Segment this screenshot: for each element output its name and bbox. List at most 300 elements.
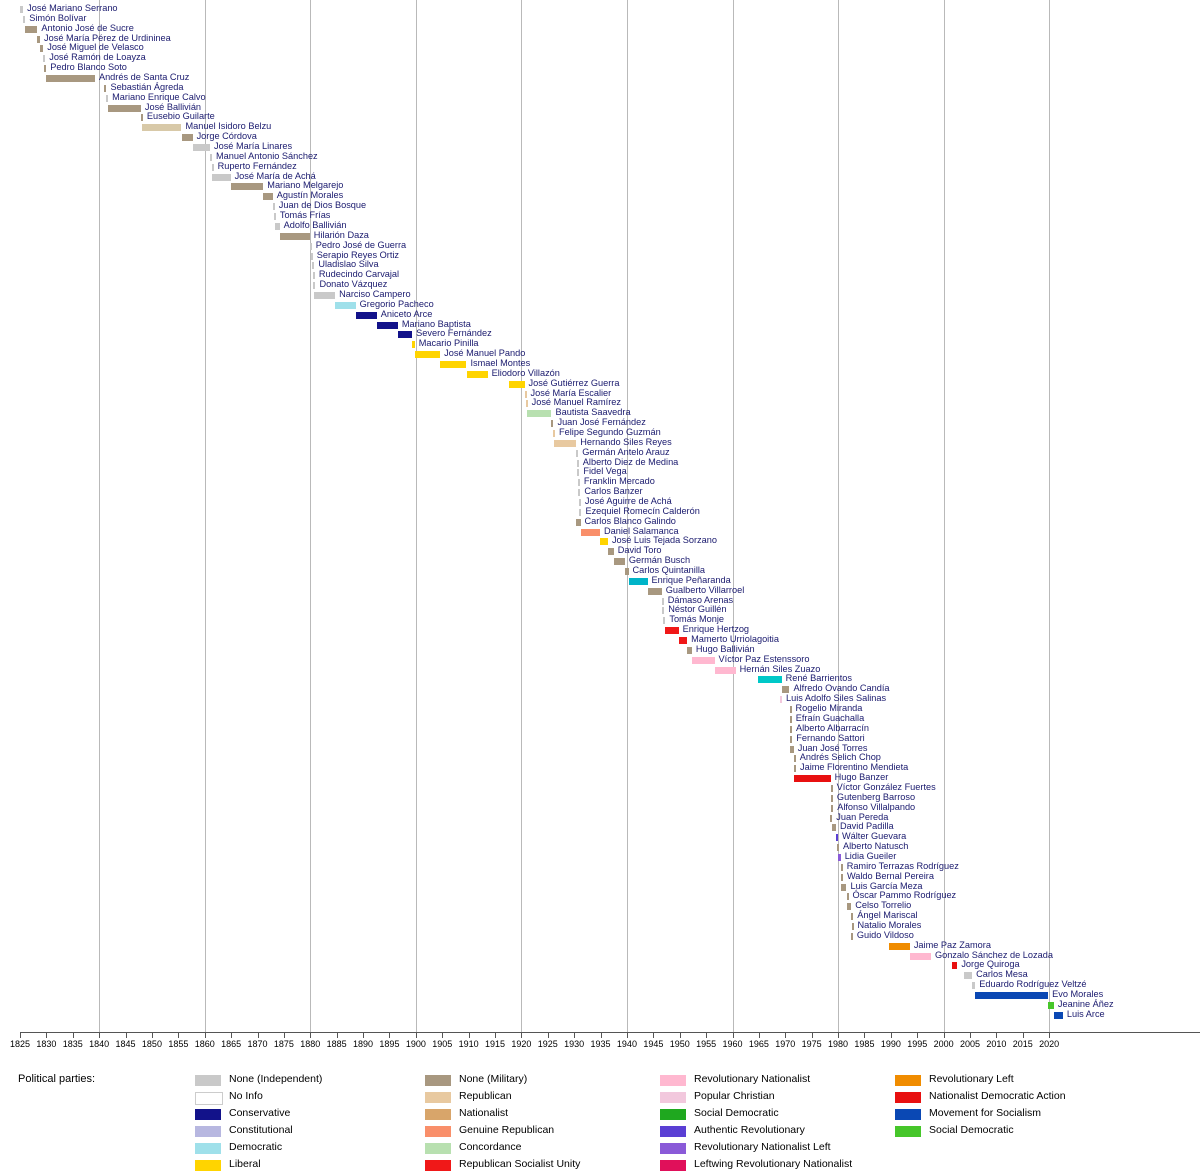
legend-label: Conservative — [229, 1107, 291, 1119]
timeline-bar — [790, 726, 792, 733]
legend-swatch — [895, 1109, 921, 1120]
timeline-bar — [758, 676, 782, 683]
x-axis-tick-label: 1995 — [907, 1039, 928, 1049]
timeline-bar — [210, 154, 212, 161]
x-axis-tick-label: 1915 — [484, 1039, 506, 1049]
legend-label: Social Democratic — [694, 1107, 779, 1119]
timeline-row-label: José María de Achá — [234, 170, 316, 181]
timeline-row-label: Eliodoro Villazón — [491, 367, 560, 378]
timeline-bar — [467, 371, 488, 378]
legend-label: No Info — [229, 1090, 263, 1102]
legend-swatch — [195, 1109, 221, 1120]
timeline-row-label: Luis Adolfo Siles Salinas — [786, 693, 887, 704]
x-axis-tick — [178, 1033, 179, 1038]
timeline-bar — [525, 391, 527, 398]
x-axis-tick — [416, 1033, 417, 1038]
gridline — [838, 0, 839, 1032]
x-axis-tick-label: 2015 — [1012, 1039, 1033, 1049]
x-axis-tick-label: 1840 — [89, 1039, 110, 1049]
timeline-row-label: José María Escalier — [530, 387, 612, 398]
legend-swatch — [425, 1160, 451, 1171]
x-axis-tick — [442, 1033, 443, 1038]
timeline-row-label: José Ballivián — [144, 101, 202, 112]
legend-swatch — [195, 1075, 221, 1086]
timeline-row-label: Antonio José de Sucre — [41, 22, 134, 33]
x-axis-tick — [548, 1033, 549, 1038]
legend-label: None (Military) — [459, 1073, 528, 1085]
legend-label: Social Democratic — [929, 1124, 1014, 1136]
timeline-bar — [790, 706, 792, 713]
x-axis-tick — [495, 1033, 496, 1038]
timeline-row-label: Macario Pinilla — [418, 338, 479, 349]
timeline-bar — [614, 558, 625, 565]
x-axis-tick — [310, 1033, 311, 1038]
x-axis-tick-label: 1920 — [511, 1039, 532, 1049]
timeline-row-label: Juan de Dios Bosque — [278, 200, 367, 211]
timeline-row-label: José María Linares — [214, 141, 293, 152]
timeline-row-label: Alfonso Villalpando — [837, 801, 916, 812]
timeline-bar — [44, 65, 46, 72]
x-axis-tick-label: 1975 — [801, 1039, 822, 1049]
timeline-row-label: Ismael Montes — [470, 357, 531, 368]
x-axis-tick — [864, 1033, 865, 1038]
timeline-bar — [662, 607, 664, 614]
timeline-row-label: José María Pérez de Urdininea — [44, 32, 171, 43]
timeline-row-label: José Miguel de Velasco — [47, 42, 144, 53]
legend-swatch — [660, 1075, 686, 1086]
timeline-bar — [551, 420, 553, 427]
timeline-row-label: Ángel Mariscal — [857, 910, 918, 921]
x-axis-tick-label: 1850 — [141, 1039, 162, 1049]
timeline-bar — [312, 262, 314, 269]
timeline-bar — [625, 568, 629, 575]
timeline-bar — [108, 105, 141, 112]
timeline-row-label: Adolfo Ballivián — [283, 219, 347, 230]
timeline-row-label: Hernán Siles Zuazo — [739, 663, 821, 674]
timeline-row-label: Mariano Baptista — [401, 318, 471, 329]
x-axis-tick — [231, 1033, 232, 1038]
timeline-bar — [832, 824, 836, 831]
x-axis-tick-label: 1875 — [273, 1039, 294, 1049]
x-axis-tick — [785, 1033, 786, 1038]
legend-swatch — [660, 1092, 686, 1103]
timeline-bar — [830, 815, 832, 822]
timeline-row-label: Waldo Bernal Pereira — [846, 870, 934, 881]
timeline-row-label: David Padilla — [839, 821, 894, 832]
timeline-row-label: Felipe Segundo Guzmán — [559, 426, 661, 437]
x-axis-tick — [627, 1033, 628, 1038]
timeline-bar — [37, 36, 40, 43]
x-axis-tick — [1049, 1033, 1050, 1038]
timeline-row-label: José Mariano Serrano — [27, 3, 118, 13]
x-axis-tick — [944, 1033, 945, 1038]
x-axis-tick-label: 1910 — [458, 1039, 479, 1049]
legend-label: Leftwing Revolutionary Nationalist — [694, 1158, 853, 1170]
timeline-bar — [579, 499, 581, 506]
timeline-row-label: José Aguirre de Achá — [584, 496, 672, 506]
timeline-row-label: Enrique Peñaranda — [651, 574, 731, 585]
timeline-bar — [692, 657, 715, 664]
timeline-bar — [313, 282, 315, 289]
legend-swatch — [425, 1126, 451, 1137]
timeline-bar — [847, 903, 851, 910]
gridline — [416, 0, 417, 1032]
timeline-row-label: Aniceto Arce — [380, 308, 433, 319]
gridline — [944, 0, 945, 1032]
timeline-row-label: Víctor Paz Estenssoro — [718, 653, 810, 664]
timeline-row-label: David Toro — [617, 545, 662, 556]
timeline-row-label: Narciso Campero — [339, 288, 411, 299]
timeline-bar — [554, 440, 576, 447]
timeline-row-label: Gualberto Villarroel — [665, 584, 745, 595]
gridline — [521, 0, 522, 1032]
timeline-row-label: Mariano Melgarejo — [267, 180, 344, 191]
timeline-row-label: Juan José Torres — [797, 742, 868, 753]
x-axis-tick — [891, 1033, 892, 1038]
x-axis-tick-label: 1895 — [379, 1039, 400, 1049]
timeline-bar — [1054, 1012, 1063, 1019]
timeline-row-label: Manuel Isidoro Belzu — [185, 121, 272, 132]
legend-label: None (Independent) — [229, 1073, 323, 1085]
timeline-bar — [412, 341, 415, 348]
x-axis-tick — [917, 1033, 918, 1038]
timeline-bar — [310, 243, 312, 250]
timeline-row-label: Serapio Reyes Ortiz — [316, 249, 400, 260]
timeline-row-label: Uladislao Silva — [318, 259, 379, 270]
timeline-bar — [578, 489, 580, 496]
timeline-row-label: Germán Antelo Arauz — [582, 446, 670, 457]
x-axis-tick — [205, 1033, 206, 1038]
timeline-bar — [274, 213, 276, 220]
timeline-bar — [838, 854, 841, 861]
legend-title: Political parties: — [18, 1073, 96, 1085]
timeline-bar — [581, 529, 601, 536]
timeline-row-label: Jaime Paz Zamora — [913, 939, 991, 950]
timeline-bar — [794, 755, 796, 762]
timeline-row-label: Hugo Ballivián — [695, 643, 755, 654]
timeline-row-label: Bautista Saavedra — [555, 407, 631, 418]
x-axis-tick-label: 1960 — [722, 1039, 743, 1049]
x-axis-tick — [126, 1033, 127, 1038]
x-axis-tick — [389, 1033, 390, 1038]
timeline-bar — [212, 164, 214, 171]
legend-swatch — [895, 1092, 921, 1103]
timeline-row-label: Hilarión Daza — [313, 229, 369, 240]
x-axis-tick — [521, 1033, 522, 1038]
timeline-bar — [553, 430, 555, 437]
timeline-bar — [841, 874, 843, 881]
timeline-row-label: Gutenberg Barroso — [836, 791, 916, 802]
timeline-row-label: Fernando Sattori — [796, 732, 865, 743]
legend-swatch — [660, 1126, 686, 1137]
timeline-row-label: Ramiro Terrazas Rodríguez — [846, 860, 959, 871]
x-axis-tick-label: 1955 — [696, 1039, 717, 1049]
gridline — [733, 0, 734, 1032]
legend-swatch — [425, 1075, 451, 1086]
timeline-row-label: Dámaso Arenas — [667, 594, 734, 605]
timeline-bar — [964, 972, 972, 979]
timeline-bar — [837, 844, 839, 851]
legend-label: Popular Christian — [694, 1090, 775, 1102]
timeline-bar — [1048, 1002, 1054, 1009]
timeline-bar — [794, 775, 830, 782]
x-axis-tick — [258, 1033, 259, 1038]
timeline-bar — [665, 627, 679, 634]
timeline-row-label: Daniel Salamanca — [604, 525, 679, 536]
legend-label: Nationalist Democratic Action — [929, 1090, 1066, 1102]
timeline-bar — [313, 272, 315, 279]
legend-swatch — [895, 1075, 921, 1086]
timeline-row-label: Guido Vildoso — [856, 929, 914, 940]
legend-swatch — [195, 1160, 221, 1171]
x-axis-tick — [812, 1033, 813, 1038]
timeline-bar — [790, 736, 792, 743]
timeline-bar — [40, 45, 43, 52]
timeline-row-label: Jorge Córdova — [196, 131, 257, 142]
timeline-bar — [790, 716, 792, 723]
timeline-row-label: Andrés Selich Chop — [799, 752, 881, 763]
x-axis-tick — [838, 1033, 839, 1038]
timeline-bar — [687, 647, 692, 654]
timeline-bar — [20, 6, 23, 13]
timeline-bar — [662, 598, 664, 605]
timeline-bar — [182, 134, 193, 141]
timeline-bar — [679, 637, 687, 644]
timeline-bar — [576, 519, 581, 526]
timeline-row-label: Andrés de Santa Cruz — [98, 72, 190, 83]
legend-swatch — [660, 1143, 686, 1154]
timeline-bar — [43, 55, 45, 62]
timeline-bar — [576, 450, 578, 457]
timeline-row-label: Carlos Banzer — [584, 486, 643, 497]
timeline-bar — [46, 75, 95, 82]
timeline-bar — [314, 292, 335, 299]
timeline-bar — [440, 361, 466, 368]
timeline-bar — [841, 864, 843, 871]
legend-swatch — [660, 1160, 686, 1171]
x-axis-tick-label: 1925 — [537, 1039, 558, 1049]
x-axis-tick-label: 2020 — [1039, 1039, 1060, 1049]
x-axis-tick — [970, 1033, 971, 1038]
timeline-row-label: Mariano Enrique Calvo — [112, 91, 206, 102]
x-axis-tick — [20, 1033, 21, 1038]
timeline-row-label: Rogelio Miranda — [795, 703, 863, 714]
x-axis-tick-label: 1985 — [854, 1039, 875, 1049]
legend-label: Republican — [459, 1090, 512, 1102]
timeline-bar — [715, 667, 736, 674]
x-axis-tick-label: 1865 — [221, 1039, 242, 1049]
timeline-row-label: Enrique Hertzog — [682, 624, 750, 635]
timeline-row-label: Agustín Morales — [276, 190, 344, 201]
x-axis-tick — [601, 1033, 602, 1038]
gridline — [99, 0, 100, 1032]
timeline-row-label: Lidia Gueiler — [844, 850, 897, 861]
x-axis-tick — [653, 1033, 654, 1038]
legend-label: Democratic — [229, 1141, 283, 1153]
timeline-row-label: Jeanine Áñez — [1057, 998, 1114, 1009]
x-axis-tick-label: 1825 — [9, 1039, 31, 1049]
timeline-bar — [280, 233, 310, 240]
timeline-bar — [263, 193, 273, 200]
timeline-bar — [847, 893, 849, 900]
timeline-bar — [780, 696, 782, 703]
timeline-row-label: Luis García Meza — [850, 880, 923, 891]
legend-label: Genuine Republican — [459, 1124, 555, 1136]
gridline — [205, 0, 206, 1032]
timeline-row-label: Víctor González Fuertes — [836, 781, 936, 792]
timeline-bar — [526, 400, 528, 407]
legend-label: Republican Socialist Unity — [459, 1158, 581, 1170]
timeline-row-label: Rudecindo Carvajal — [318, 269, 400, 280]
x-axis-tick — [73, 1033, 74, 1038]
timeline-bar — [841, 884, 847, 891]
timeline-row-label: Mamerto Urriolagoitia — [691, 634, 779, 645]
timeline-bar — [335, 302, 356, 309]
timeline-row-label: José Manuel Ramírez — [531, 397, 621, 408]
legend-label: Constitutional — [229, 1124, 293, 1136]
x-axis-tick-label: 1940 — [616, 1039, 637, 1049]
timeline-bar — [25, 26, 37, 33]
timeline-bar — [831, 805, 833, 812]
timeline-row-label: José Ramón de Loayza — [49, 52, 146, 63]
timeline-bar — [629, 578, 648, 585]
x-axis-tick — [996, 1033, 997, 1038]
x-axis-tick-label: 1945 — [643, 1039, 664, 1049]
x-axis-tick-label: 1970 — [775, 1039, 796, 1049]
legend-label: Movement for Socialism — [929, 1107, 1042, 1119]
x-axis-tick-label: 1880 — [300, 1039, 321, 1049]
timeline-bar — [106, 95, 108, 102]
timeline-bar — [608, 548, 614, 555]
timeline-bar — [851, 913, 853, 920]
timeline-row-label: René Barrientos — [785, 673, 852, 684]
timeline-row-label: Simón Bolívar — [29, 12, 87, 23]
timeline-row-label: Donato Vázquez — [319, 279, 388, 290]
timeline-bar — [193, 144, 210, 151]
timeline-row-label: Ruperto Fernández — [217, 160, 297, 171]
timeline-bar — [852, 923, 854, 930]
timeline-row-label: Pedro Blanco Soto — [50, 62, 127, 73]
x-axis-tick-label: 1890 — [353, 1039, 374, 1049]
timeline-row-label: Tomás Frías — [279, 210, 331, 221]
timeline-bar — [910, 953, 931, 960]
x-axis-tick-label: 1835 — [62, 1039, 83, 1049]
timeline-row-label: Evo Morales — [1052, 989, 1104, 999]
timeline-bar — [509, 381, 525, 388]
timeline-bar — [577, 460, 579, 467]
x-axis-tick — [469, 1033, 470, 1038]
legend-label: Revolutionary Nationalist — [694, 1073, 811, 1085]
timeline-bar — [273, 203, 275, 210]
timeline-row-label: Alberto Albarracín — [796, 722, 870, 733]
timeline-bar — [527, 410, 552, 417]
x-axis-tick-label: 1990 — [880, 1039, 901, 1049]
legend-label: Concordance — [459, 1141, 522, 1153]
timeline-bar — [972, 982, 975, 989]
timeline-bar — [415, 351, 440, 358]
x-axis-tick — [152, 1033, 153, 1038]
x-axis-tick — [733, 1033, 734, 1038]
legend-swatch — [425, 1109, 451, 1120]
x-axis-tick — [363, 1033, 364, 1038]
legend-swatch — [425, 1143, 451, 1154]
timeline-bar — [579, 509, 581, 516]
gridline — [1049, 0, 1050, 1032]
legend-label: Revolutionary Left — [929, 1073, 1014, 1085]
timeline-row-label: José Manuel Pando — [444, 348, 526, 359]
timeline-row-label: Wálter Guevara — [841, 831, 907, 842]
x-axis-tick-label: 1845 — [115, 1039, 136, 1049]
x-axis-tick — [99, 1033, 100, 1038]
timeline-bar — [141, 114, 143, 121]
timeline-row-label: Néstor Guillén — [668, 604, 727, 615]
legend-swatch — [195, 1092, 223, 1105]
timeline-row-label: Eduardo Rodríguez Veltzé — [979, 979, 1087, 990]
timeline-bar — [794, 765, 796, 772]
timeline-bar — [577, 469, 579, 476]
timeline-row-label: Alberto Natusch — [843, 841, 909, 852]
timeline-row-label: Hugo Banzer — [834, 772, 889, 783]
legend-swatch — [195, 1143, 221, 1154]
timeline-row-label: Jorge Quiroga — [961, 959, 1020, 970]
legend-swatch — [895, 1126, 921, 1137]
timeline-row-label: Alberto Diez de Medina — [582, 456, 679, 467]
x-axis-tick — [759, 1033, 760, 1038]
timeline-bar — [663, 617, 665, 624]
timeline-row-label: Fidel Vega — [583, 466, 627, 477]
timeline-bar — [377, 322, 398, 329]
x-axis-tick — [706, 1033, 707, 1038]
timeline-row-label: Natalio Morales — [857, 919, 922, 930]
timeline-bar — [831, 795, 833, 802]
x-axis-tick — [337, 1033, 338, 1038]
timeline-bar — [648, 588, 662, 595]
timeline-row-label: Celso Torrelio — [855, 900, 912, 911]
x-axis-tick-label: 1935 — [590, 1039, 611, 1049]
x-axis-tick — [46, 1033, 47, 1038]
timeline-bar — [889, 943, 910, 950]
x-axis-tick-label: 1830 — [36, 1039, 57, 1049]
x-axis-tick — [680, 1033, 681, 1038]
timeline-bar — [831, 785, 833, 792]
timeline-row-label: Severo Fernández — [416, 328, 492, 339]
timeline-row-label: Efraín Guachalla — [795, 712, 865, 723]
x-axis-tick — [574, 1033, 575, 1038]
x-axis-tick-label: 1930 — [564, 1039, 585, 1049]
timeline-row-label: Jaime Florentino Mendieta — [799, 762, 909, 773]
x-axis-tick-label: 1885 — [326, 1039, 347, 1049]
timeline-bar — [836, 834, 838, 841]
legend-label: Nationalist — [459, 1107, 509, 1119]
timeline-row-label: Pedro José de Guerra — [315, 239, 407, 250]
timeline-bar — [398, 331, 412, 338]
timeline-row-label: Ezequiel Romecín Calderón — [585, 505, 700, 516]
timeline-row-label: Óscar Pammo Rodríguez — [852, 890, 957, 901]
timeline-row-label: Gregorio Pacheco — [359, 298, 434, 309]
legend-label: Revolutionary Nationalist Left — [694, 1141, 831, 1153]
x-axis-tick — [1023, 1033, 1024, 1038]
timeline-bar — [790, 746, 794, 753]
timeline-bar — [952, 962, 957, 969]
timeline-row-label: José Gutiérrez Guerra — [528, 377, 620, 388]
timeline-row-label: Luis Arce — [1066, 1008, 1105, 1019]
timeline-row-label: Carlos Quintanilla — [632, 565, 706, 576]
timeline-row-label: Franklin Mercado — [583, 476, 655, 487]
legend-swatch — [660, 1109, 686, 1120]
timeline-bar — [600, 538, 608, 545]
timeline-bar — [275, 223, 279, 230]
timeline-row-label: Manuel Antonio Sánchez — [216, 150, 318, 161]
